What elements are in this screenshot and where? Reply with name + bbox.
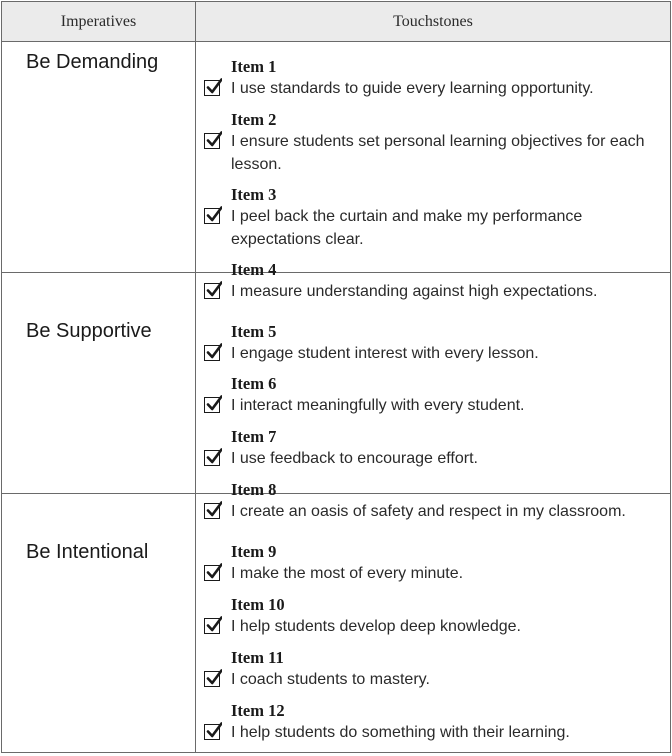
item-title: Item 2 bbox=[231, 110, 277, 129]
checkbox[interactable] bbox=[204, 671, 220, 687]
checkbox[interactable] bbox=[204, 618, 220, 634]
item-text: I help students develop deep knowledge. bbox=[231, 618, 521, 635]
imperative-be-intentional: Be Intentional bbox=[26, 541, 149, 563]
item-text: I measure understanding against high expectations. bbox=[231, 283, 598, 300]
checkbox[interactable] bbox=[204, 283, 220, 299]
imperative-be-demanding: Be Demanding bbox=[26, 51, 159, 73]
item-title: Item 4 bbox=[231, 260, 277, 279]
header-touchstones: Touchstones bbox=[393, 13, 473, 30]
item-text: I create an oasis of safety and respect in my classroom. bbox=[231, 503, 626, 520]
checkbox[interactable] bbox=[204, 80, 220, 96]
section-divider bbox=[2, 493, 670, 494]
item-text: I help students do something with their learning. bbox=[231, 724, 570, 741]
checkbox[interactable] bbox=[204, 133, 220, 149]
item-title: Item 3 bbox=[231, 185, 277, 204]
item-title: Item 10 bbox=[231, 595, 285, 614]
checkmark-icon bbox=[206, 395, 222, 412]
section-divider bbox=[2, 272, 670, 273]
item-title: Item 7 bbox=[231, 427, 277, 446]
item-title: Item 8 bbox=[231, 480, 277, 499]
checkmark-icon bbox=[206, 616, 222, 633]
checkmark-icon bbox=[206, 281, 222, 298]
touchstones-table bbox=[1, 1, 671, 753]
item-title: Item 6 bbox=[231, 374, 277, 393]
checkbox[interactable] bbox=[204, 503, 220, 519]
checkmark-icon bbox=[206, 501, 222, 518]
checkmark-icon bbox=[206, 343, 222, 360]
item-text: I ensure students set personal learning objectives for each lesson. bbox=[231, 133, 645, 173]
imperative-be-supportive: Be Supportive bbox=[26, 320, 152, 342]
checkmark-icon bbox=[206, 78, 222, 95]
checkbox[interactable] bbox=[204, 450, 220, 466]
item-title: Item 11 bbox=[231, 648, 284, 667]
item-text: I interact meaningfully with every student. bbox=[231, 397, 525, 414]
checkmark-icon bbox=[206, 669, 222, 686]
item-title: Item 9 bbox=[231, 542, 277, 561]
checkmark-icon bbox=[206, 206, 222, 223]
checkbox[interactable] bbox=[204, 397, 220, 413]
checkmark-icon bbox=[206, 131, 222, 148]
item-text: I make the most of every minute. bbox=[231, 565, 464, 582]
item-title: Item 12 bbox=[231, 701, 285, 720]
checkbox[interactable] bbox=[204, 724, 220, 740]
checkmark-icon bbox=[206, 722, 222, 739]
checkbox[interactable] bbox=[204, 208, 220, 224]
item-text: I coach students to mastery. bbox=[231, 671, 430, 688]
item-text: I use standards to guide every learning opportunity. bbox=[231, 80, 594, 97]
item-title: Item 1 bbox=[231, 57, 277, 76]
item-text: I use feedback to encourage effort. bbox=[231, 450, 478, 467]
checkmark-icon bbox=[206, 448, 222, 465]
column-divider bbox=[195, 2, 196, 752]
header-imperatives: Imperatives bbox=[60, 13, 137, 30]
table-header bbox=[2, 2, 670, 42]
item-title: Item 5 bbox=[231, 322, 277, 341]
item-text: I engage student interest with every lesson. bbox=[231, 345, 539, 362]
checkbox[interactable] bbox=[204, 565, 220, 581]
checkmark-icon bbox=[206, 563, 222, 580]
item-text: I peel back the curtain and make my performance expectations clear. bbox=[231, 208, 583, 248]
checkbox[interactable] bbox=[204, 345, 220, 361]
